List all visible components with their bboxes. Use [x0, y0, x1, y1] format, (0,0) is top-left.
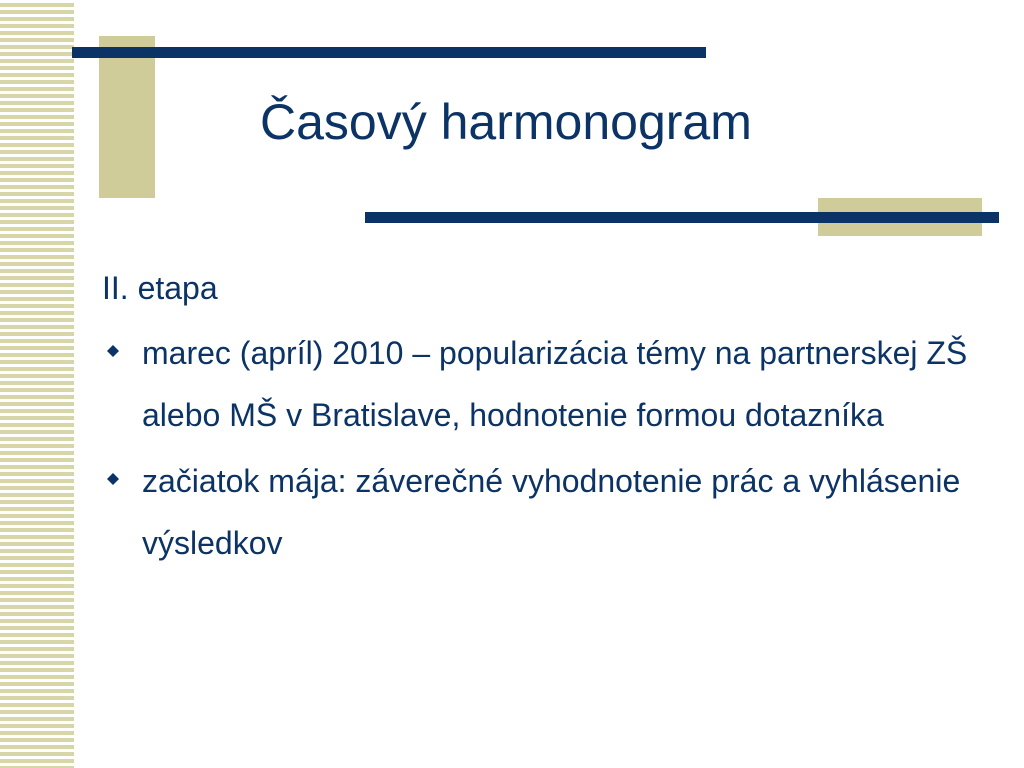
list-item-text: marec (apríl) 2010 – popularizácia témy na partnerskej ZŠ alebo MŠ v Bratislave, hodnotenie formou dotazníka [142, 335, 968, 433]
slide-content [102, 260, 982, 578]
diamond-bullet-icon [106, 472, 120, 486]
decorative-tan-block-left [99, 36, 155, 198]
title-rule-top [72, 47, 706, 58]
slide-title: Časový harmonogram [260, 94, 752, 150]
list-item-text: začiatok mája: záverečné vyhodnotenie prác a vyhlásenie výsledkov [142, 463, 961, 561]
list-item [102, 322, 982, 446]
diamond-bullet-icon [106, 344, 120, 358]
stage-label: II. etapa [102, 270, 218, 306]
title-rule-bottom [365, 212, 999, 223]
list-item [102, 450, 982, 574]
striped-side-panel [0, 0, 74, 768]
